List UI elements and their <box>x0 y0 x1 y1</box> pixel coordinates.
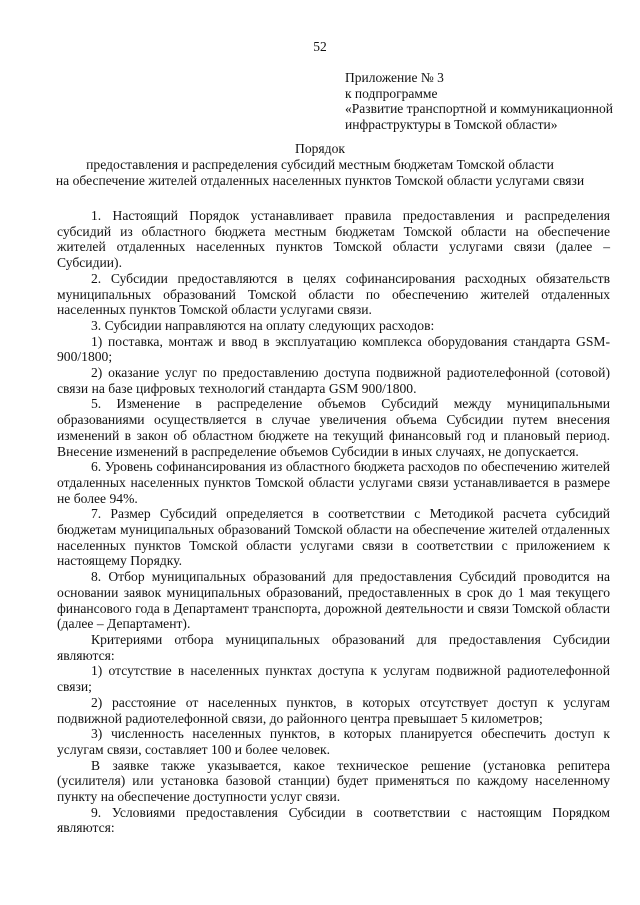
document-title <box>40 141 600 189</box>
paragraph-2: 2. Субсидии предоставляются в целях софинансирования расходных обязательств муниципальных образований Томской области по обеспечению жителей отдаленных населенных пунктов Томской области услугами связи. <box>57 270 610 318</box>
paragraph-3: 3. Субсидии направляются на оплату следующих расходов: <box>91 317 435 333</box>
paragraph-9: 9. Условиями предоставления Субсидии в соответствии с настоящим Порядком являются: <box>57 804 610 836</box>
paragraph-criteria-item-1: 1) отсутствие в населенных пунктах доступа к услугам подвижной радиотелефонной связи; <box>57 663 610 695</box>
paragraph-5: 5. Изменение в распределение объемов Субсидий между муниципальными образованиями осуществляется в случае увеличения объема Субсидии путем внесения изменений в закон об областном бюджете на текущий финансовый год и плановый период. Внесение изменений в распределение объемов Субсидии в иных случаях, не допускается. <box>57 396 610 459</box>
document-body <box>57 208 610 836</box>
paragraph-7: 7. Размер Субсидий определяется в соответствии с Методикой расчета субсидий бюджетам муниципальных образований Томской области на обеспечение жителей отдаленных населенных пунктов Томской области услугами связи в соответствии с приложением к настоящему Порядку. <box>57 506 610 569</box>
appendix-reference <box>345 70 635 132</box>
paragraph-criteria-item-3: 3) численность населенных пунктов, в которых планируется обеспечить доступ к услугам связи, составляет 100 и более человек. <box>57 726 610 757</box>
paragraph-application-note: В заявке также указывается, какое техническое решение (установка репитера (усилителя) или установка базовой станции) будет применяться по каждому населенному пункту на обеспечение доступности услуг связи. <box>57 757 610 805</box>
paragraph-criteria: Критериями отбора муниципальных образований для предоставления Субсидии являются: <box>57 631 610 663</box>
title-line-1: предоставления и распределения субсидий местным бюджетам Томской области <box>86 157 554 172</box>
appendix-line-2: к подпрограмме <box>345 85 438 101</box>
paragraph-1: 1. Настоящий Порядок устанавливает правила предоставления и распределения субсидий из областного бюджета местным бюджетам Томской области на обеспечение жителей отдаленных населенных пунктов Томской области услугами связи (далее – Субсидии). <box>57 208 610 271</box>
page-number: 52 <box>313 39 327 54</box>
paragraph-3-item-2: 2) оказание услуг по предоставлению доступа подвижной радиотелефонной (сотовой) связи на базе цифровых технологий стандарта GSM 900/1800. <box>57 365 610 396</box>
paragraph-criteria-item-2: 2) расстояние от населенных пунктов, в которых отсутствует доступ к услугам подвижной радиотелефонной связи, до районного центра превышает 5 километров; <box>57 694 610 726</box>
appendix-line-3: «Развитие транспортной и коммуникационной <box>345 101 613 117</box>
title-line-2: на обеспечение жителей отдаленных населенных пунктов Томской области услугами связи <box>55 173 585 188</box>
title-heading: Порядок <box>295 141 345 156</box>
paragraph-8: 8. Отбор муниципальных образований для предоставления Субсидий проводится на основании заявок муниципальных образований, предоставленных в срок до 1 мая текущего финансового года в Департамент транспорта, дорожной деятельности и связи Томской области (далее – Департамент). <box>57 569 610 632</box>
appendix-line-1: Приложение № 3 <box>345 70 444 85</box>
paragraph-6: 6. Уровень софинансирования из областного бюджета расходов по обеспечению жителей отдаленных населенных пунктов Томской области услугами связи устанавливается в размере не более 94%. <box>57 459 610 506</box>
appendix-line-4: инфраструктуры в Томской области» <box>345 116 558 132</box>
paragraph-3-item-1: 1) поставка, монтаж и ввод в эксплуатацию комплекса оборудования стандарта GSM-900/1800; <box>57 333 610 365</box>
